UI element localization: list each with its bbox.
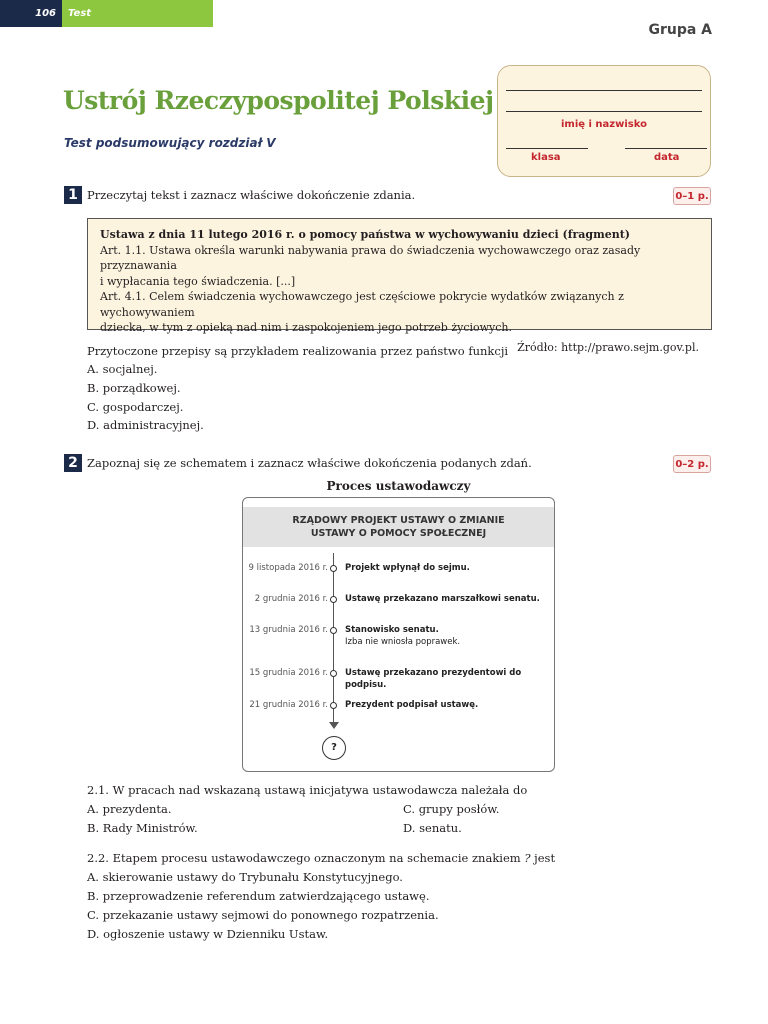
timeline-event-text: Prezydent podpisał ustawę.	[345, 700, 479, 710]
question-2-points: 0–2 p.	[673, 455, 711, 473]
timeline-event	[345, 624, 460, 648]
diagram-header	[243, 507, 554, 547]
page-title: Ustrój Rzeczypospolitej Polskiej	[63, 86, 494, 115]
group-label: Grupa A	[648, 22, 712, 38]
answer-option[interactable]: A. socjalnej.	[87, 362, 158, 376]
page-number: 106	[0, 0, 62, 27]
timeline-date: 21 grudnia 2016 r.	[249, 700, 328, 710]
answer-option[interactable]: C. grupy posłów.	[403, 802, 500, 816]
name-line-1[interactable]	[506, 90, 702, 91]
timeline-event-note: Izba nie wniosła poprawek.	[345, 637, 461, 647]
source-line: dziecka, w tym z opieką nad nim i zaspokojeniem jego potrzeb życiowych.	[100, 321, 513, 334]
timeline-event-text: Projekt wpłynął do sejmu.	[345, 563, 470, 573]
legislative-process-diagram	[242, 497, 555, 772]
answer-option[interactable]: C. przekazanie ustawy sejmowi do ponownego rozpatrzenia.	[87, 908, 439, 922]
question-2-2-suffix: jest	[534, 851, 556, 865]
answer-option[interactable]: B. przeprowadzenie referendum zatwierdzającego ustawę.	[87, 889, 430, 903]
question-number-2: 2	[64, 454, 82, 472]
question-number-1: 1	[64, 186, 82, 204]
question-2-1-stem: 2.1. W pracach nad wskazaną ustawą inicjatywa ustawodawcza należała do	[87, 783, 528, 797]
name-line-2[interactable]	[506, 111, 702, 112]
page-subtitle: Test podsumowujący rozdział V	[64, 136, 276, 150]
timeline-event-text: Stanowisko senatu.	[345, 625, 439, 635]
question-1-instruction: Przeczytaj tekst i zaznacz właściwe dokończenie zdania.	[87, 188, 416, 202]
date-label: data	[654, 152, 680, 163]
timeline-event	[345, 667, 554, 691]
source-credit: Źródło: http://prawo.sejm.gov.pl.	[517, 340, 699, 354]
source-line: Art. 1.1. Ustawa określa warunki nabywania prawa do świadczenia wychowawczego oraz zasady przyznawania	[100, 243, 641, 272]
source-line: Art. 4.1. Celem świadczenia wychowawczego jest częściowe pokrycie wydatków związanych z wychowywaniem	[100, 290, 624, 319]
timeline-dot	[330, 627, 337, 634]
timeline-date: 9 listopada 2016 r.	[248, 563, 328, 573]
diagram-header-line: USTAWY O POMOCY SPOŁECZNEJ	[310, 528, 487, 539]
name-label: imię i nazwisko	[560, 119, 647, 130]
diagram-title: Proces ustawodawczy	[326, 479, 471, 493]
timeline-dot	[330, 702, 337, 709]
answer-option[interactable]: A. skierowanie ustawy do Trybunału Konstytucyjnego.	[87, 870, 403, 884]
timeline-date: 15 grudnia 2016 r.	[249, 668, 328, 678]
source-title: Ustawa z dnia 11 lutego 2016 r. o pomocy państwa w wychowywaniu dzieci (fragment)	[100, 228, 631, 241]
timeline-dot	[330, 596, 337, 603]
question-2-2-prefix: 2.2. Etapem procesu ustawodawczego oznaczonym na schemacie znakiem	[87, 851, 521, 865]
timeline-dot	[330, 565, 337, 572]
section-label: Test	[62, 0, 213, 27]
timeline-event	[345, 562, 470, 574]
timeline-event	[345, 699, 478, 711]
timeline-date: 2 grudnia 2016 r.	[254, 594, 328, 604]
question-2-2-stem	[87, 851, 555, 865]
question-mark-symbol: ?	[524, 851, 531, 865]
timeline-event-text: Ustawę przekazano prezydentowi do podpisu.	[345, 668, 522, 690]
question-1-stem: Przytoczone przepisy są przykładem realizowania przez państwo funkcji	[87, 344, 509, 358]
timeline-event-text: Ustawę przekazano marszałkowi senatu.	[345, 594, 540, 604]
timeline-dot	[330, 670, 337, 677]
answer-option[interactable]: B. porządkowej.	[87, 381, 181, 395]
question-1-points: 0–1 p.	[673, 187, 711, 205]
answer-option[interactable]: D. administracyjnej.	[87, 418, 204, 432]
unknown-step-marker: ?	[322, 736, 346, 760]
answer-option[interactable]: C. gospodarczej.	[87, 400, 184, 414]
student-info-box	[497, 65, 711, 177]
header-bar	[0, 0, 213, 27]
answer-option[interactable]: D. ogłoszenie ustawy w Dzienniku Ustaw.	[87, 927, 329, 941]
timeline-line	[333, 553, 334, 724]
answer-option[interactable]: D. senatu.	[403, 821, 462, 835]
diagram-header-line: RZĄDOWY PROJEKT USTAWY O ZMIANIE	[292, 515, 505, 526]
class-line[interactable]	[506, 148, 588, 149]
class-label: klasa	[531, 152, 561, 163]
answer-option[interactable]: B. Rady Ministrów.	[87, 821, 198, 835]
timeline-date: 13 grudnia 2016 r.	[249, 625, 328, 635]
answer-option[interactable]: A. prezydenta.	[87, 802, 172, 816]
arrow-down-icon	[329, 722, 339, 729]
question-2-instruction: Zapoznaj się ze schematem i zaznacz właściwe dokończenia podanych zdań.	[87, 456, 532, 470]
timeline-event	[345, 593, 540, 605]
source-line: i wypłacania tego świadczenia. [...]	[100, 274, 296, 288]
date-line[interactable]	[625, 148, 707, 149]
